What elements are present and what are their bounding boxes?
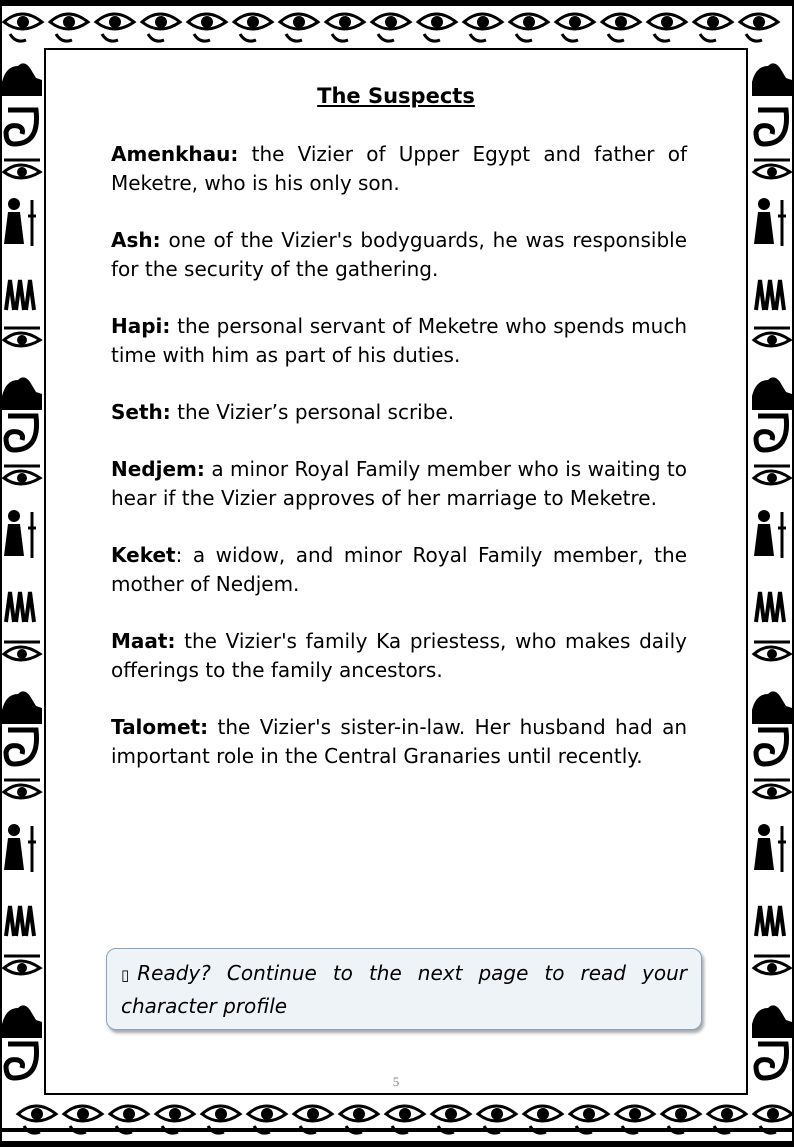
suspect-name: Nedjem: [111,457,205,481]
suspect-description: the Vizier of Upper Egypt and father of Meketre, who is his only son. [111,142,687,195]
suspect-list [111,140,687,799]
suspect-name: Ash: [111,228,161,252]
suspect-entry [111,541,687,599]
suspect-name: Amenkhau: [111,142,239,166]
next-page-callout [106,948,702,1030]
suspect-entry [111,398,687,427]
suspect-entry [111,455,687,513]
callout-text: Ready? Continue to the next page to read your character profile [121,961,687,1018]
document-icon: ▯ [121,966,130,984]
suspect-description: the Vizier’s personal scribe. [177,400,455,424]
suspect-name: Keket [111,543,176,567]
suspect-entry [111,226,687,284]
suspect-entry [111,312,687,370]
suspect-entry [111,140,687,198]
suspect-description: : a widow, and minor Royal Family member, the mother of Nedjem. [111,543,687,596]
suspect-entry [111,713,687,771]
suspect-description: the Vizier's sister-in-law. Her husband had an important role in the Central Granaries until recently. [111,715,688,768]
suspect-description: one of the Vizier's bodyguards, he was responsible for the security of the gathering. [111,228,688,281]
suspect-description: the personal servant of Meketre who spends much time with him as part of his duties. [111,314,688,367]
suspect-name: Seth: [111,400,171,424]
suspect-name: Talomet: [111,715,209,739]
page-panel [44,48,748,1095]
suspect-description: the Vizier's family Ka priestess, who makes daily offerings to the family ancestors. [111,629,687,682]
suspect-name: Maat: [111,629,176,653]
suspect-entry [111,627,687,685]
suspect-name: Hapi: [111,314,171,338]
page-number: 5 [392,1074,400,1089]
suspect-description: a minor Royal Family member who is waiting to hear if the Vizier approves of her marriage to Meketre. [111,457,687,510]
page-title: The Suspects [317,84,475,108]
